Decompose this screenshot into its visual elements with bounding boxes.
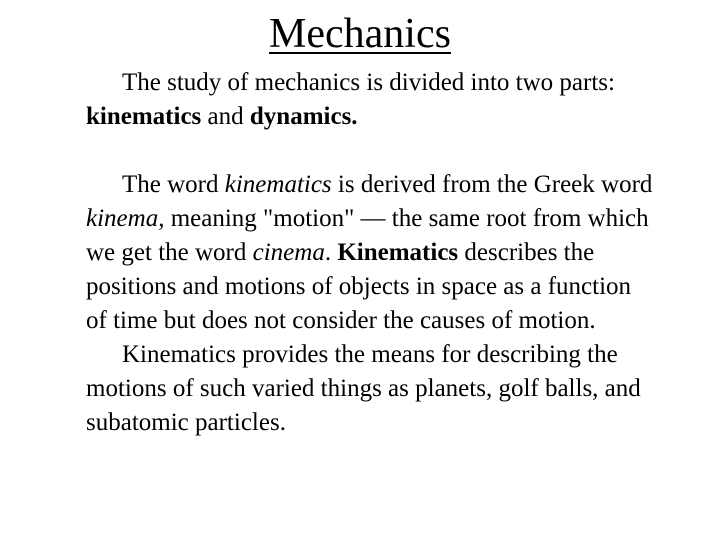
paragraph-gap bbox=[86, 134, 656, 168]
word-kinematics-bold: Kinematics bbox=[337, 239, 459, 266]
slide-body bbox=[86, 66, 656, 440]
word-kinema-italic: kinema, bbox=[86, 205, 165, 232]
paragraph-1-intro: The study of mechanics is divided into two parts: bbox=[122, 69, 615, 96]
paragraph-2-part-1: The word bbox=[122, 171, 225, 198]
paragraph-2-part-3: meaning "motion" — the same root from which we get the word bbox=[86, 205, 649, 266]
paragraph-2-part-4: . bbox=[324, 239, 338, 266]
paragraph-2-part-2: is derived from the Greek word bbox=[331, 171, 653, 198]
title-text: Mechanics bbox=[269, 11, 451, 57]
paragraph-1 bbox=[86, 66, 656, 134]
paragraph-2 bbox=[86, 168, 656, 338]
paragraph-3: Kinematics provides the means for describing the motions of such varied things as planets, golf balls, and subatomic particles. bbox=[86, 341, 641, 436]
term-dynamics: dynamics. bbox=[249, 103, 358, 130]
word-kinematics-italic: kinematics bbox=[224, 171, 332, 198]
term-kinematics: kinematics bbox=[86, 103, 202, 130]
word-cinema-italic: cinema bbox=[252, 239, 325, 266]
slide-title bbox=[0, 8, 720, 60]
paragraph-1-join: and bbox=[201, 103, 250, 130]
paragraph-2-part-5: describes the positions and motions of objects in space as a function of time but does not consider the causes of motion. bbox=[86, 239, 632, 334]
